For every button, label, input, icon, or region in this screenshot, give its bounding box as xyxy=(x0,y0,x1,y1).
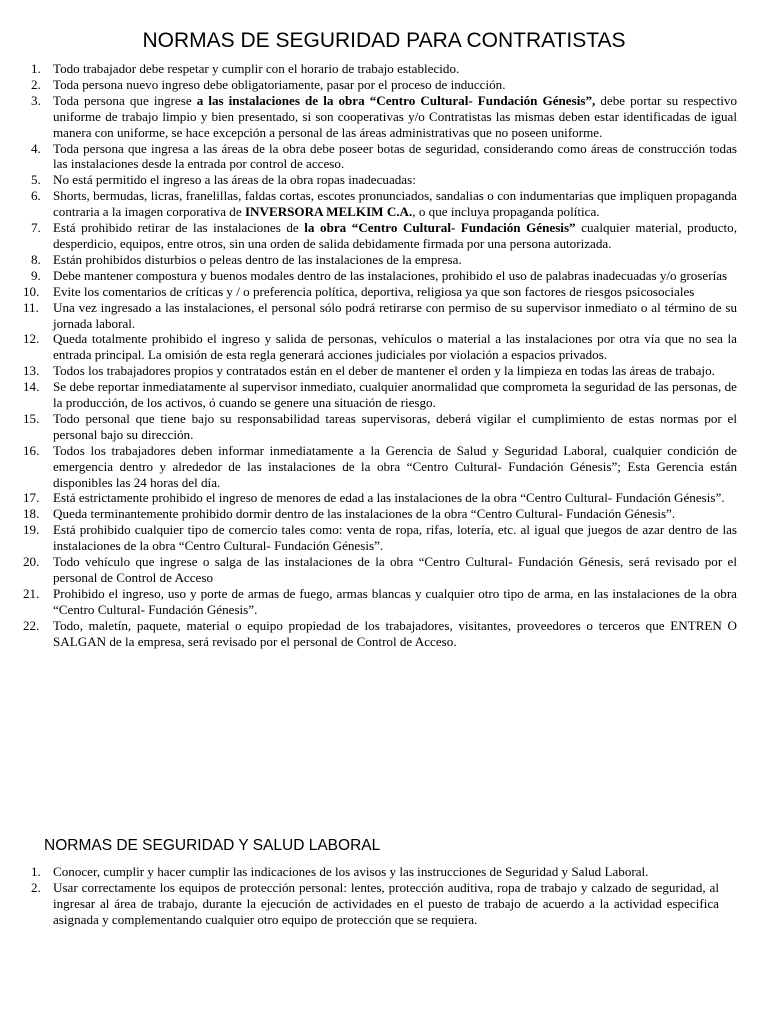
list-item-text: Debe mantener compostura y buenos modales dentro de las instalaciones, prohibido el uso de palabras inadecuadas y/o groserías xyxy=(53,267,728,283)
list-item-emphasis: INVERSORA MELKIM C.A. xyxy=(244,204,413,220)
list-item-number: 1. xyxy=(31,61,41,76)
list-item-number: 18. xyxy=(23,506,40,522)
list-item xyxy=(31,252,737,268)
list-item-text: Toda persona que ingresa a las áreas de la obra debe poseer botas de seguridad, considerando como áreas de construcción todas las instalaciones desde la entrada por control de acceso. xyxy=(53,140,737,172)
list-item xyxy=(23,442,737,491)
list-item xyxy=(31,188,737,220)
list-item-number: 15. xyxy=(23,410,40,426)
list-item xyxy=(23,506,737,522)
list-item xyxy=(31,880,719,928)
list-item-text: Todos los trabajadores deben informar inmediatamente a la Gerencia de Salud y Seguridad Laboral, cualquier condición de emergencia dentro y alrededor de las instalaciones de la obra “Centro Cultural- Fundación Génesis”; Esta Gerencia están disponibles las 24 horas del día. xyxy=(53,442,737,490)
list-item xyxy=(23,410,737,443)
list-item-text: Todo trabajador debe respetar y cumplir con el horario de trabajo establecido. xyxy=(53,61,460,76)
list-item xyxy=(31,268,737,284)
list-item xyxy=(31,172,737,188)
list-item xyxy=(23,585,737,618)
list-item xyxy=(31,93,737,141)
list-item-text: Todos los trabajadores propios y contratados están en el deber de mantener el orden y la limpieza en todas las áreas de trabajo. xyxy=(53,363,715,379)
list-item-number: 4. xyxy=(31,140,41,156)
list-item-text: Todo vehículo que ingrese o salga de las instalaciones de la obra “Centro Cultural- Fundación Génesis, será revisado por el personal de Control de Acceso xyxy=(53,554,737,585)
list-item xyxy=(31,220,737,252)
list-item-emphasis: la obra “Centro Cultural- Fundación Génesis” xyxy=(304,220,576,236)
list-item-number: 13. xyxy=(23,363,40,379)
list-item-text: cualquier material, producto, desperdicio, equipos, entre otros, sin una orden de salida debidamente firmada por una persona autorizada. xyxy=(53,220,737,251)
list-item-number: 19. xyxy=(23,522,40,538)
list-item xyxy=(31,864,719,880)
list-item xyxy=(23,283,737,300)
list-item xyxy=(23,331,737,363)
list-item-text: Queda totalmente prohibido el ingreso y salida de personas, vehículos o material a las instalaciones por otra vía que no sea la entrada principal. La omisión de esta regla generará acciones judiciales por violación a espacios privados. xyxy=(53,331,737,363)
list-item-number: 12. xyxy=(23,331,40,347)
list-item-text: Se debe reportar inmediatamente al supervisor inmediato, cualquier anormalidad que comprometa la seguridad de las personas, de la producción, de los activos, ó cuando se genere una situación de riesgo. xyxy=(53,379,737,411)
list-item-number: 22. xyxy=(23,617,40,633)
list-item-number: 10. xyxy=(23,283,40,299)
list-item-number: 2. xyxy=(31,879,41,895)
list-item-text: Están prohibidos disturbios o peleas dentro de las instalaciones de la empresa. xyxy=(53,251,462,267)
list-item-text: Evite los comentarios de críticas y / o preferencia política, deportiva, religiosa ya que son factores de riesgos psicosociales xyxy=(53,283,695,299)
contractor-rules-list xyxy=(23,61,737,650)
list-item-text: Toda persona que ingrese xyxy=(53,92,197,108)
list-item-text: Está estrictamente prohibido el ingreso de menores de edad a las instalaciones de la obra “Centro Cultural- Fundación Génesis”. xyxy=(53,490,725,506)
list-item xyxy=(23,299,737,332)
health-safety-rules-list xyxy=(31,864,719,928)
section-title: NORMAS DE SEGURIDAD Y SALUD LABORAL xyxy=(44,837,381,854)
list-item-text: Una vez ingresado a las instalaciones, el personal sólo podrá retirarse con permiso de su supervisor inmediato o al término de su jornada laboral. xyxy=(53,299,737,331)
list-item xyxy=(23,554,737,586)
list-item-number: 9. xyxy=(31,267,41,283)
list-item xyxy=(31,61,737,77)
list-item-text: Prohibido el ingreso, uso y porte de armas de fuego, armas blancas y cualquier otro tipo de arma, en las instalaciones de la obra “Centro Cultural- Fundación Génesis”. xyxy=(53,585,737,617)
list-item-number: 16. xyxy=(23,442,40,458)
list-item-text: No está permitido el ingreso a las áreas de la obra ropas inadecuadas: xyxy=(53,172,416,188)
list-item-number: 20. xyxy=(23,554,40,570)
list-item xyxy=(23,490,737,506)
list-item-number: 2. xyxy=(31,76,41,92)
list-item-text: Todo, maletín, paquete, material o equipo propiedad de los trabajadores, visitantes, proveedores o terceros que ENTREN O SALGAN de la empresa, será revisado por el personal de Control de Acceso. xyxy=(53,617,737,649)
list-item-text: Usar correctamente los equipos de protección personal: lentes, protección auditiva, ropa de trabajo y calzado de seguridad, al ingresar al área de trabajo, durante la ejecución de actividades en el puesto de trabajo de acuerdo a la actividad especifica asignada y complementando cualquier otro equipo de protección que se requiera. xyxy=(53,879,719,927)
list-item-text: Conocer, cumplir y hacer cumplir las indicaciones de los avisos y las instrucciones de Seguridad y Salud Laboral. xyxy=(53,864,649,879)
list-item-number: 21. xyxy=(23,585,40,601)
list-item xyxy=(31,77,737,93)
list-item-text: Shorts, bermudas, licras, franelillas, faldas cortas, escotes pronunciados, sandalias o con indumentarias que impliquen propaganda contraria a la imagen corporativa de xyxy=(53,188,737,220)
list-item-number: 7. xyxy=(31,220,41,236)
list-item xyxy=(23,617,737,650)
list-item-text: Está prohibido cualquier tipo de comercio tales como: venta de ropa, rifas, lotería, etc. al igual que juegos de azar dentro de las instalaciones de la obra “Centro Cultural- Fundación Génesis”. xyxy=(53,522,737,554)
list-item-number: 17. xyxy=(23,490,40,506)
list-item-text: Queda terminantemente prohibido dormir dentro de las instalaciones de la obra “Centro Cultural- Fundación Génesis”. xyxy=(53,506,676,522)
page-title: NORMAS DE SEGURIDAD PARA CONTRATISTAS xyxy=(142,29,626,52)
list-item-number: 5. xyxy=(31,172,41,188)
list-item-number: 14. xyxy=(23,379,40,395)
list-item-text: , o que incluya propaganda política. xyxy=(412,204,600,220)
list-item xyxy=(23,363,737,379)
list-item-text: Todo personal que tiene bajo su responsabilidad tareas supervisoras, deberá vigilar el cumplimiento de estas normas por el personal bajo su dirección. xyxy=(53,410,737,442)
list-item xyxy=(23,522,737,554)
list-item-text: Está prohibido retirar de las instalaciones de xyxy=(53,220,305,236)
list-item-number: 3. xyxy=(31,92,41,108)
list-item xyxy=(31,141,737,173)
list-item-number: 8. xyxy=(31,251,41,267)
list-item-emphasis: a las instalaciones de la obra “Centro Cultural- Fundación Génesis”, xyxy=(196,92,596,108)
list-item-number: 11. xyxy=(23,299,39,315)
list-item-text: Toda persona nuevo ingreso debe obligatoriamente, pasar por el proceso de inducción. xyxy=(53,76,506,92)
list-item-number: 1. xyxy=(31,864,41,879)
list-item-number: 6. xyxy=(31,188,41,204)
list-item-text: debe portar su respectivo uniforme de trabajo limpio y bien presentado, si son cooperativas y/o Contratistas las mismas deben estar identificadas de igual manera con uniforme, se hace excepción a personal de las áreas administrativas que no poseen uniforme. xyxy=(53,92,737,140)
list-item xyxy=(23,379,737,411)
